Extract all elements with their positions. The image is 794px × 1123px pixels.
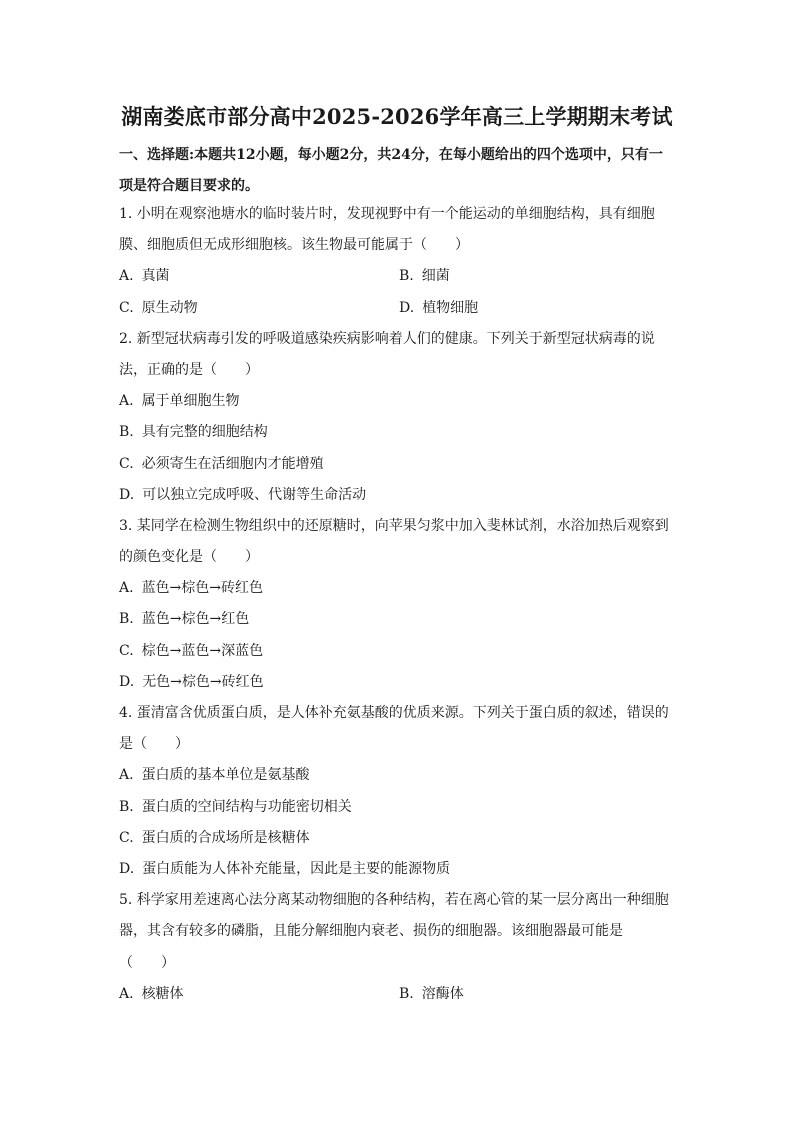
question-5-stem-line-3: （ ） — [119, 954, 175, 971]
option-text: 属于单细胞生物 — [141, 393, 240, 410]
option-label: D. — [119, 673, 135, 690]
option-text: 蛋白质的基本单位是氨基酸 — [141, 767, 310, 784]
option-text: 蛋白质能为人体补充能量，因此是主要的能源物质 — [142, 860, 451, 877]
question-4-option-b — [119, 792, 679, 823]
question-2-option-d — [119, 480, 679, 511]
question-3-option-a — [119, 573, 679, 604]
question-1-stem-line-2: 膜、细胞质但无成形细胞核。该生物最可能属于（ ） — [119, 237, 469, 254]
option-text: 蛋白质的合成场所是核糖体 — [141, 829, 310, 846]
option-label: B. — [399, 268, 414, 285]
option-text: 棕色→蓝色→深蓝色 — [141, 642, 264, 659]
question-1-option-c — [119, 293, 399, 324]
question-3-option-b — [119, 604, 679, 635]
option-label: C. — [119, 829, 134, 846]
question-3 — [119, 511, 679, 698]
question-3-stem-line-1: 3. 某同学在检测生物组织中的还原糖时，向苹果匀浆中加入斐林试剂，水浴加热后观察到 — [119, 517, 669, 534]
question-3-option-c — [119, 636, 679, 667]
question-2-option-c — [119, 449, 679, 480]
question-5-stem-line-1: 5. 科学家用差速离心法分离某动物细胞的各种结构，若在离心管的某一层分离出一种细胞 — [119, 892, 669, 909]
option-label: D. — [399, 299, 415, 316]
option-label: B. — [119, 424, 134, 441]
exam-title: 湖南娄底市部分高中2025-2026学年高三上学期期末考试 — [121, 104, 673, 129]
question-3-stem-line-2: 的颜色变化是（ ） — [119, 549, 259, 566]
option-label: A. — [119, 580, 134, 597]
question-1-option-a — [119, 261, 399, 292]
option-label: C. — [119, 642, 134, 659]
option-text: 蓝色→棕色→砖红色 — [141, 580, 264, 597]
section-header-line-2: 项是符合题目要求的。 — [119, 178, 259, 195]
option-label: B. — [399, 985, 414, 1002]
option-text: 可以独立完成呼吸、代谢等生命活动 — [142, 486, 367, 503]
option-text: 植物细胞 — [422, 299, 479, 316]
question-1-option-b — [399, 261, 679, 292]
option-label: B. — [119, 611, 134, 628]
option-text: 溶酶体 — [421, 985, 464, 1002]
option-text: 细菌 — [421, 268, 450, 285]
option-label: B. — [119, 798, 134, 815]
question-2-stem-line-2: 法，正确的是（ ） — [119, 361, 259, 378]
question-5 — [119, 885, 679, 1010]
question-4-option-a — [119, 760, 679, 791]
question-4-option-c — [119, 823, 679, 854]
question-4-option-d — [119, 854, 679, 885]
section-header-line-1: 一、选择题:本题共12小题，每小题2分，共24分，在每小题给出的四个选项中，只有一 — [119, 147, 663, 163]
question-1-stem-line-1: 1. 小明在观察池塘水的临时装片时，发现视野中有一个能运动的单细胞结构，具有细胞 — [119, 206, 655, 222]
section-header — [119, 140, 679, 202]
question-5-options-row-1 — [119, 979, 679, 1010]
question-4-stem-line-1: 4. 蛋清富含优质蛋白质，是人体补充氨基酸的优质来源。下列关于蛋白质的叙述，错误的 — [119, 705, 669, 721]
question-1-options-row-1 — [119, 261, 679, 292]
question-2-option-b — [119, 417, 679, 448]
option-label: C. — [119, 455, 134, 472]
question-3-option-d — [119, 667, 679, 698]
question-5-option-a — [119, 979, 399, 1010]
question-4-stem-line-2: 是（ ） — [119, 736, 189, 753]
question-2-option-a — [119, 386, 679, 417]
question-2-stem-line-1: 2. 新型冠状病毒引发的呼吸道感染疾病影响着人们的健康。下列关于新型冠状病毒的说 — [119, 330, 655, 347]
question-2 — [119, 324, 679, 511]
question-1-option-d — [399, 293, 679, 324]
option-label: D. — [119, 860, 135, 877]
option-text: 蓝色→棕色→红色 — [141, 611, 250, 628]
option-label: D. — [119, 486, 135, 503]
option-label: A. — [119, 767, 134, 784]
option-label: C. — [119, 299, 134, 316]
option-text: 必须寄生在活细胞内才能增殖 — [141, 455, 324, 472]
question-list — [119, 199, 679, 1010]
option-label: A. — [119, 985, 134, 1002]
option-text: 核糖体 — [141, 985, 184, 1002]
option-text: 真菌 — [141, 268, 170, 285]
option-text: 具有完整的细胞结构 — [141, 424, 268, 441]
question-1 — [119, 199, 679, 324]
option-text: 蛋白质的空间结构与功能密切相关 — [141, 798, 352, 815]
question-5-option-b — [399, 979, 679, 1010]
question-5-stem-line-2: 器，其含有较多的磷脂，且能分解细胞内衰老、损伤的细胞器。该细胞器最可能是 — [119, 923, 623, 940]
option-text: 无色→棕色→砖红色 — [142, 673, 264, 690]
option-text: 原生动物 — [141, 299, 198, 316]
option-label: A. — [119, 393, 134, 410]
question-1-options-row-2 — [119, 293, 679, 324]
option-label: A. — [119, 268, 134, 285]
question-4 — [119, 698, 679, 885]
